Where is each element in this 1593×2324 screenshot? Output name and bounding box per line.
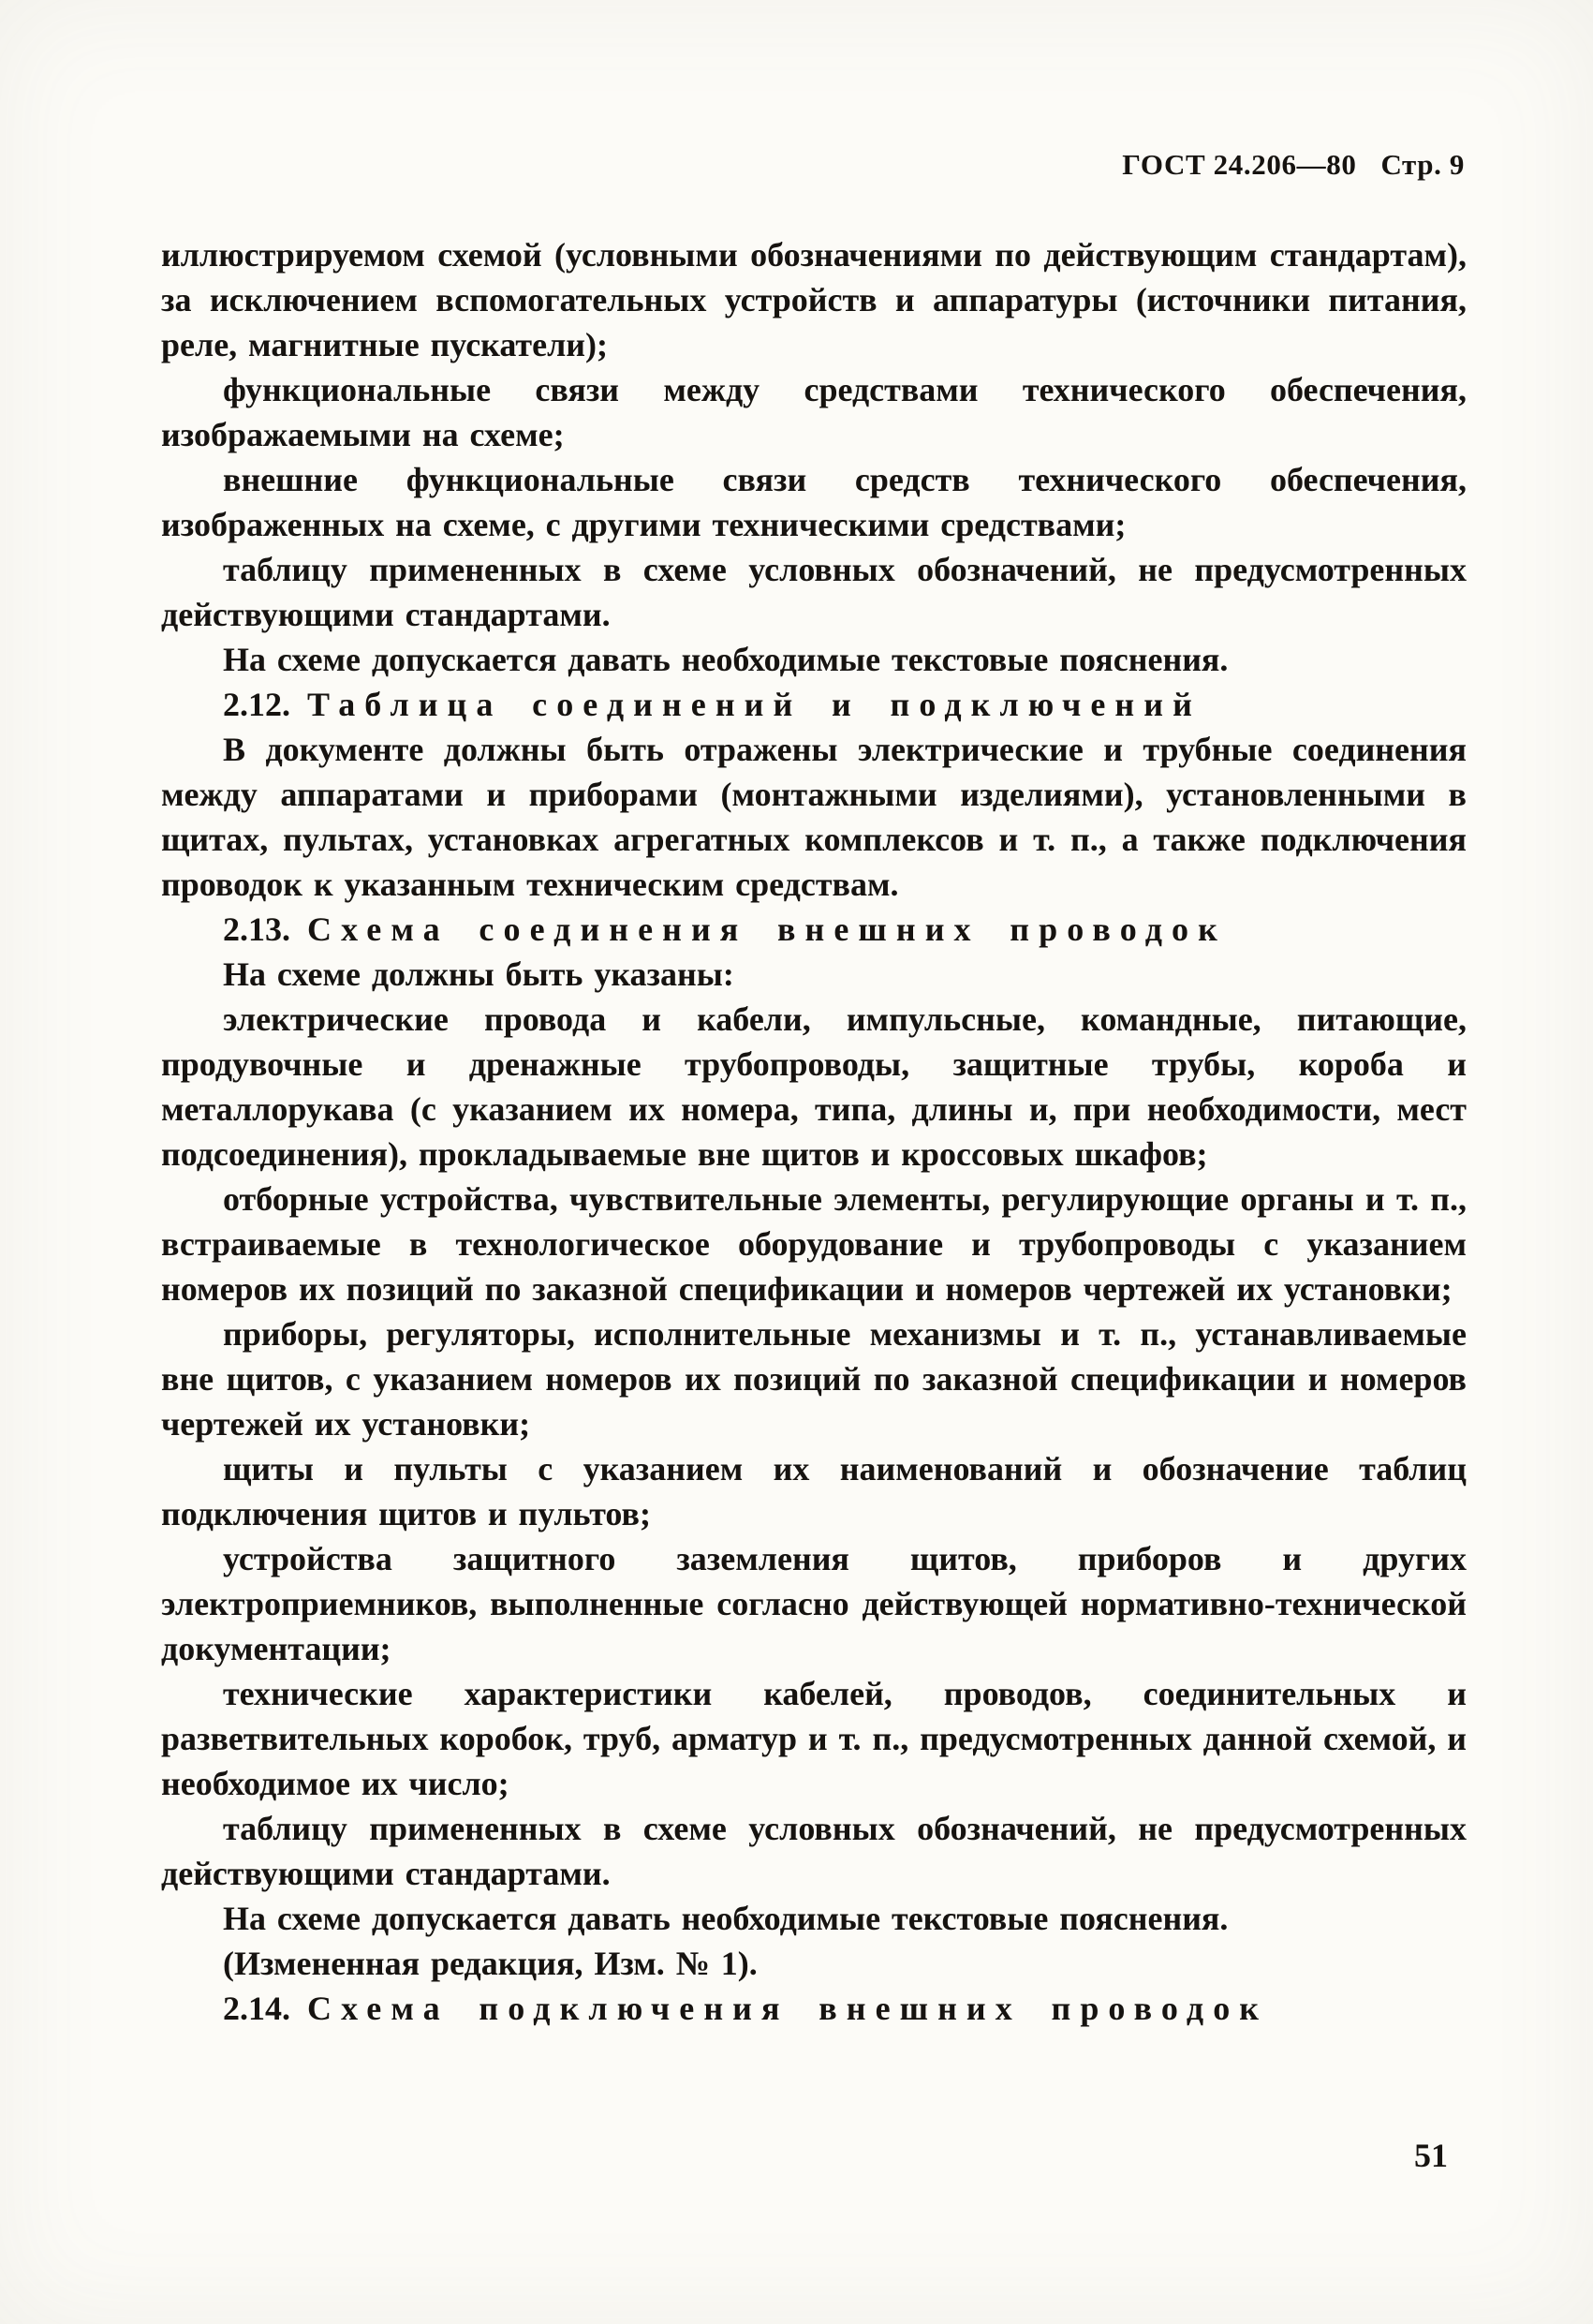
document-code: ГОСТ 24.206—80 xyxy=(1122,148,1357,181)
section-title: Схема подключения внешних проводок xyxy=(307,1990,1269,2027)
paragraph: таблицу примененных в схеме условных обозначений, не предусмотренных действующими стандартами. xyxy=(161,551,1467,633)
section-number: 2.12. xyxy=(223,686,290,723)
section-number: 2.13. xyxy=(223,910,290,948)
paragraph-continuation: иллюстрируемом схемой (условными обозначениями по действующим стандартам), за исключением вспомогательных устройств и аппаратуры (источники питания, реле, магнитные пускатели); xyxy=(161,236,1467,363)
paragraph: функциональные связи между средствами технического обеспечения, изображаемыми на схеме; xyxy=(161,371,1467,453)
section-title: Схема соединения внешних проводок xyxy=(307,910,1227,948)
paragraph: На схеме допускается давать необходимые текстовые пояснения. xyxy=(223,641,1229,678)
running-header xyxy=(161,148,1465,182)
paragraph: электрические провода и кабели, импульсные, командные, питающие, продувочные и дренажные трубопроводы, защитные трубы, короба и металлорукава (с указанием их номера, типа, длины и, при необходимости, мест подсоединения), прокладываемые вне щитов и кроссовых шкафов; xyxy=(161,1000,1467,1173)
paragraph: щиты и пульты с указанием их наименований и обозначение таблиц подключения щитов и пультов; xyxy=(161,1450,1467,1532)
amendment-note: (Измененная редакция, Изм. № 1). xyxy=(223,1945,758,1982)
section-heading-2-12 xyxy=(161,682,1467,727)
paragraph: приборы, регуляторы, исполнительные механизмы и т. п., устанавливаемые вне щитов, с указанием номеров их позиций по заказной спецификации и номеров чертежей их установки; xyxy=(161,1315,1467,1443)
paragraph: таблицу примененных в схеме условных обозначений, не предусмотренных действующими стандартами. xyxy=(161,1810,1467,1892)
paragraph: В документе должны быть отражены электрические и трубные соединения между аппаратами и приборами (монтажными изделиями), установленными в щитах, пультах, установках агрегатных комплексов и т. п., а также подключения проводок к указанным техническим средствам. xyxy=(161,731,1467,903)
paragraph: внешние функциональные связи средств технического обеспечения, изображенных на схеме, с другими техническими средствами; xyxy=(161,461,1467,543)
page-number: 51 xyxy=(1414,2137,1448,2174)
section-title: Таблица соединений и подключений xyxy=(307,686,1202,723)
page-label: Стр. 9 xyxy=(1380,148,1465,181)
section-heading-2-13 xyxy=(161,907,1467,952)
section-number: 2.14. xyxy=(223,1990,290,2027)
paragraph: На схеме должны быть указаны: xyxy=(223,955,734,993)
paragraph: На схеме допускается давать необходимые текстовые пояснения. xyxy=(223,1900,1229,1937)
section-heading-2-14 xyxy=(161,1986,1467,2031)
paragraph: технические характеристики кабелей, проводов, соединительных и разветвительных коробок, труб, арматур и т. п., предусмотренных данной схемой, и необходимое их число; xyxy=(161,1675,1467,1802)
paragraph: устройства защитного заземления щитов, приборов и других электроприемников, выполненные согласно действующей нормативно-технической документации; xyxy=(161,1540,1467,1667)
body-text xyxy=(161,232,1467,2031)
paragraph: отборные устройства, чувствительные элементы, регулирующие органы и т. п., встраиваемые в технологическое оборудование и трубопроводы с указанием номеров их позиций по заказной спецификации и номеров чертежей их установки; xyxy=(161,1180,1467,1308)
